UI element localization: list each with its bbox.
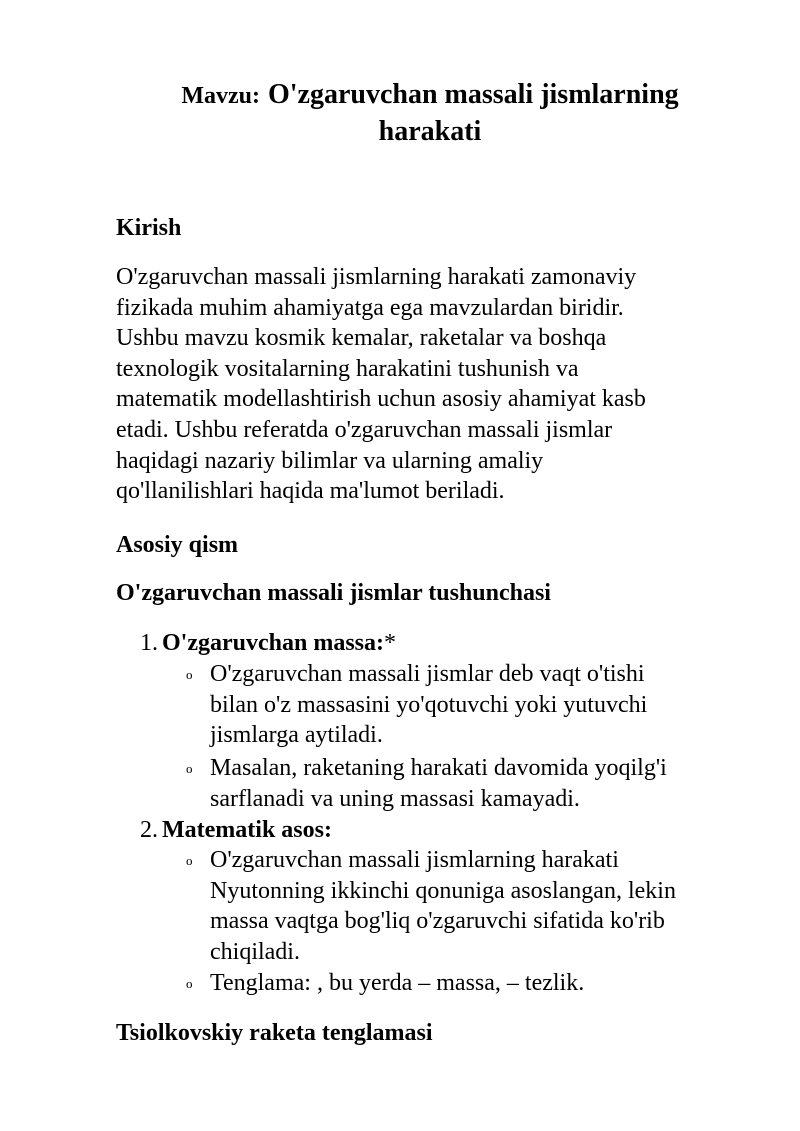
intro-line: haqidagi nazariy bilimlar va ularning amaliy (116, 447, 544, 474)
item-label: Matematik asos: (162, 817, 332, 843)
circle-bullet-icon: o (186, 761, 193, 776)
item-label: O'zgaruvchan massa: (162, 630, 384, 656)
subsection-heading: O'zgaruvchan massali jismlar tushunchasi (116, 580, 551, 606)
document-title (100, 78, 760, 148)
section-heading-tsiolkovskiy: Tsiolkovskiy raketa tenglamasi (116, 1020, 433, 1046)
numbered-item-1 (132, 628, 396, 658)
bullet-line: bilan o'z massasini yo'qotuvchi yoki yutuvchi (210, 691, 648, 718)
circle-bullet-icon: o (186, 976, 193, 991)
bullet-line: chiqiladi. (210, 938, 300, 965)
numbered-item-2 (132, 815, 332, 845)
bullet-line: Masalan, raketaning harakati davomida yoqilg'i (210, 755, 667, 781)
intro-line: etadi. Ushbu referatda o'zgaruvchan massali jismlar (116, 416, 613, 443)
intro-line: O'zgaruvchan massali jismlarning harakati zamonaviy (116, 264, 637, 290)
intro-line: texnologik vositalarning harakatini tushunish va (116, 355, 579, 382)
bullet-line: massa vaqtga bog'liq o'zgaruvchi sifatida ko'rib (210, 908, 665, 935)
intro-paragraph (116, 262, 756, 507)
bullet-line: O'zgaruvchan massali jismlarning harakati (210, 847, 619, 873)
item-number: 1. (140, 630, 158, 656)
section-heading-kirish: Kirish (116, 215, 182, 241)
intro-line: fizikada muhim ahamiyatga ega mavzulardan biridir. (116, 294, 624, 321)
intro-line: qo'llanilishlari haqida ma'lumot beriladi. (116, 478, 505, 505)
bullet-line: O'zgaruvchan massali jismlar deb vaqt o'tishi (210, 661, 645, 687)
bullet-line: jismlarga aytiladi. (210, 722, 383, 749)
item-number: 2. (140, 817, 158, 843)
bullet-line: Tenglama: , bu yerda – massa, – tezlik. (210, 970, 585, 996)
circle-bullet-icon: o (186, 667, 193, 682)
title-prefix: Mavzu: (181, 83, 260, 109)
bullet-line: sarflanadi va uning massasi kamayadi. (210, 785, 580, 812)
bullet-line: Nyutonning ikkinchi qonuniga asoslangan, lekin (210, 877, 676, 904)
title-line-2: harakati (378, 116, 482, 147)
section-heading-asosiy-qism: Asosiy qism (116, 532, 239, 558)
item-suffix: * (384, 630, 396, 656)
intro-line: Ushbu mavzu kosmik kemalar, raketalar va boshqa (116, 325, 607, 352)
title-line-1: O'zgaruvchan massali jismlarning (267, 79, 679, 110)
intro-line: matematik modellashtirish uchun asosiy ahamiyat kasb (116, 386, 646, 413)
circle-bullet-icon: o (186, 853, 193, 868)
